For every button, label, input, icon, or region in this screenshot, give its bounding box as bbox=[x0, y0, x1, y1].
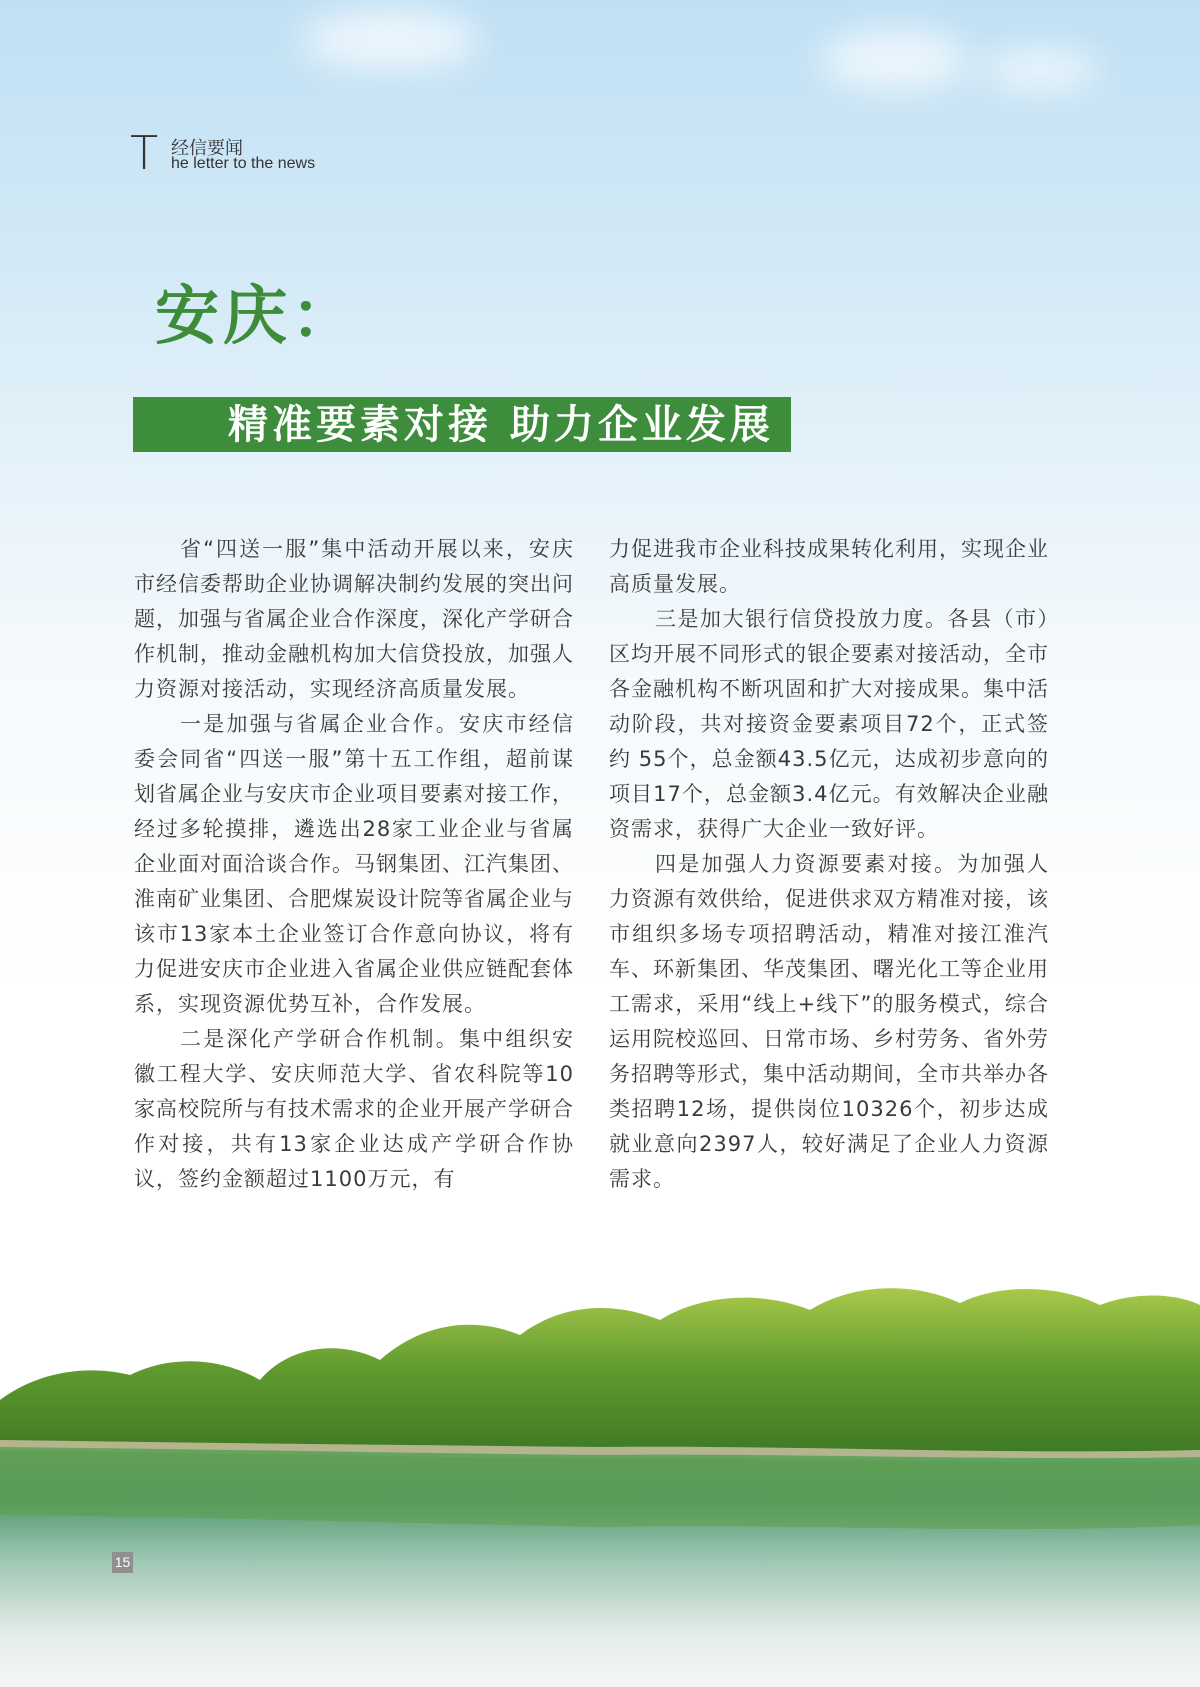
cloud-decoration bbox=[820, 30, 970, 90]
article-column-right bbox=[609, 532, 1049, 1197]
cloud-decoration bbox=[980, 50, 1100, 90]
section-initial-letter: T bbox=[130, 126, 159, 180]
section-title-chinese: 经信要闻 bbox=[171, 138, 243, 159]
paragraph-point-two-continued: 力促进我市企业科技成果转化利用，实现企业高质量发展。 bbox=[609, 537, 1049, 596]
paragraph-point-one: 一是加强与省属企业合作。安庆市经信委会同省“四送一服”第十五工作组，超前谋划省属企业与安庆市企业项目要素对接工作，经过多轮摸排，遴选出28家工业企业与省属企业面对面洽谈合作。马钢集团、江汽集团、淮南矿业集团、合肥煤炭设计院等省属企业与该市13家本土企业签订合作意向协议，将有力促进安庆市企业进入省属企业供应链配套体系，实现资源优势互补，合作发展。 bbox=[134, 712, 574, 1016]
headline-banner bbox=[133, 397, 791, 452]
article-column-left bbox=[134, 532, 574, 1197]
paragraph-point-four: 四是加强人力资源要素对接。为加强人力资源有效供给，促进供求双方精准对接，该市组织多场专项招聘活动，精准对接江淮汽车、环新集团、华茂集团、曙光化工等企业用工需求，采用“线上+线下”的服务模式，综合运用院校巡回、日常市场、乡村劳务、省外劳务招聘等形式，集中活动期间，全市共举办各类招聘12场，提供岗位10326个，初步达成就业意向2397人，较好满足了企业人力资源需求。 bbox=[609, 852, 1049, 1191]
section-title-english: he letter to the news bbox=[171, 155, 316, 172]
page-number: 15 bbox=[112, 1552, 133, 1573]
headline-text: 精准要素对接 助力企业发展 bbox=[228, 401, 774, 448]
cloud-decoration bbox=[300, 10, 480, 70]
paragraph-intro: 省“四送一服”集中活动开展以来，安庆市经信委帮助企业协调解决制约发展的突出问题，加强与省属企业合作深度，深化产学研合作机制，推动金融机构加大信贷投放，加强人力资源对接活动，实现经济高质量发展。 bbox=[134, 537, 574, 701]
forest-lake-illustration bbox=[0, 1285, 1200, 1687]
paragraph-point-two: 二是深化产学研合作机制。集中组织安徽工程大学、安庆师范大学、省农科院等10家高校院所与有技术需求的企业开展产学研合作对接，共有13家企业达成产学研合作协议，签约金额超过1100万元，有 bbox=[134, 1027, 574, 1191]
paragraph-point-three: 三是加大银行信贷投放力度。各县（市）区均开展不同形式的银企要素对接活动，全市各金融机构不断巩固和扩大对接成果。集中活动阶段，共对接资金要素项目72个，正式签约 55个，总金额43.5亿元，达成初步意向的项目17个，总金额3.4亿元。有效解决企业融资需求，获得广大企业一致好评。 bbox=[609, 607, 1049, 841]
city-title: 安庆： bbox=[155, 279, 359, 354]
